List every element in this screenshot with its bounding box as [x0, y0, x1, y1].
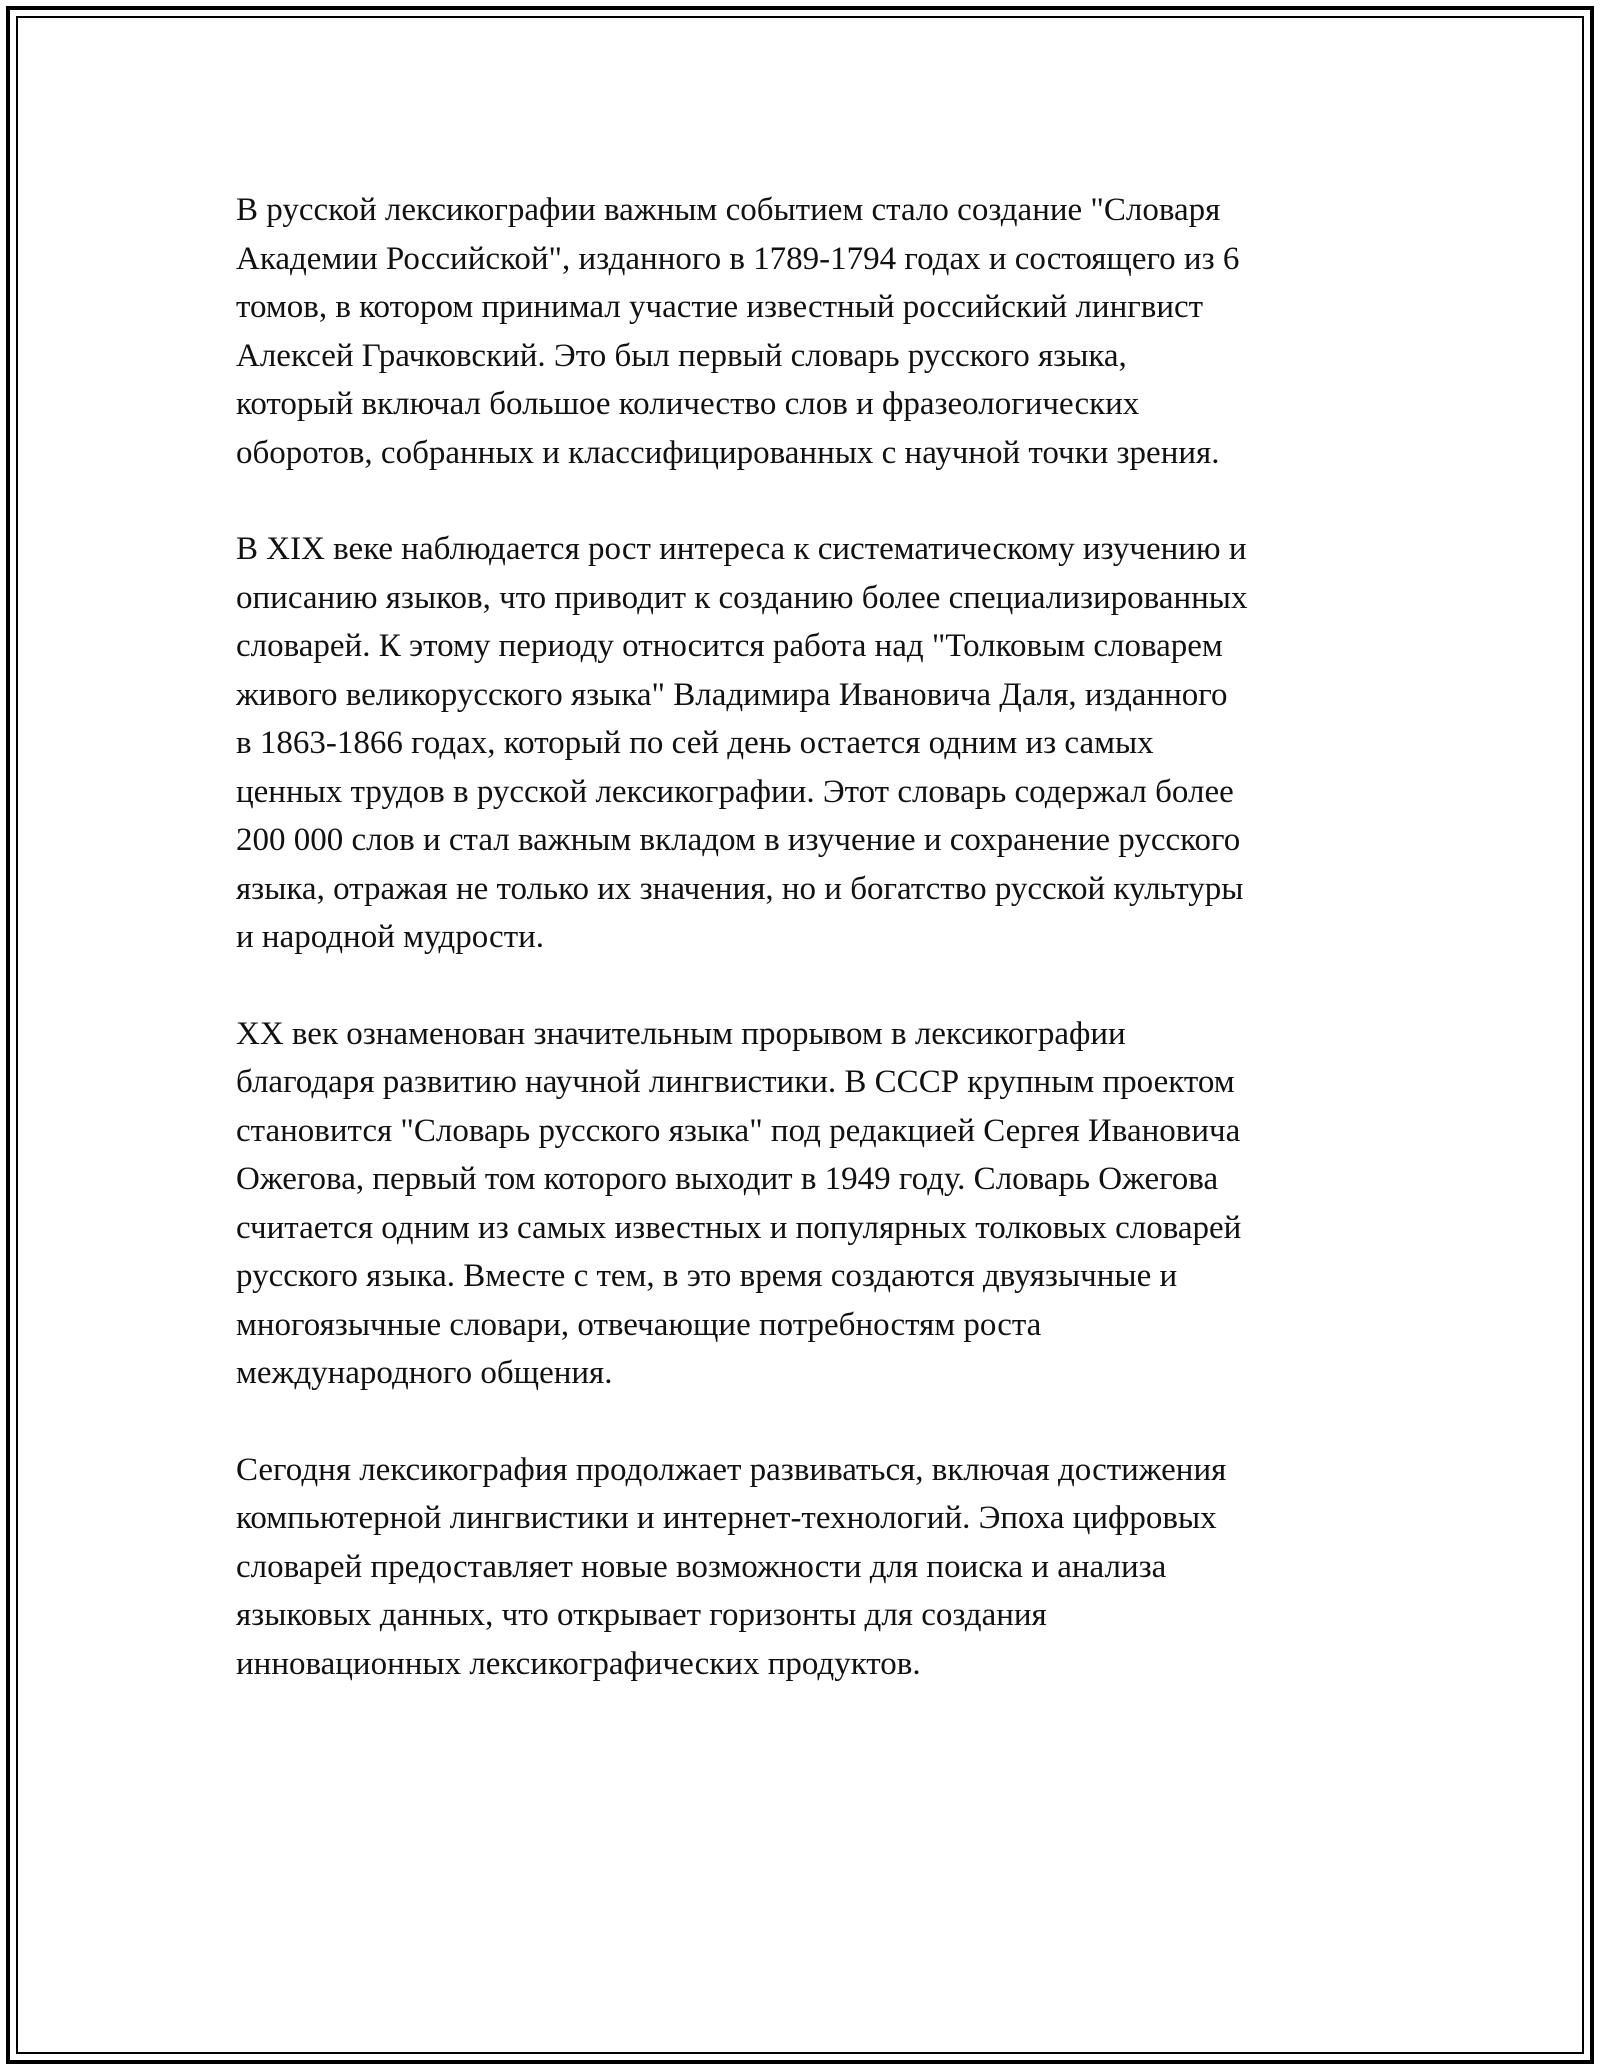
- text-line: живого великорусского языка" Владимира Ивановича Даля, изданного: [236, 676, 1228, 713]
- text-line: томов, в котором принимал участие известный российский лингвист: [236, 289, 1204, 325]
- text-line: инновационных лексикографических продуктов.: [236, 1645, 921, 1682]
- text-line: описанию языков, что приводит к созданию более специализированных: [236, 579, 1248, 616]
- text-line: становится "Словарь русского языка" под редакцией Сергея Ивановича: [236, 1112, 1241, 1149]
- text-line: оборотов, собранных и классифицированных с научной точки зрения.: [236, 434, 1220, 471]
- text-line: в 1863-1866 годах, который по сей день остается одним из самых: [236, 725, 1154, 761]
- text-line: языка, отражая не только их значения, но и богатство русской культуры: [236, 870, 1244, 907]
- paragraph-4: [236, 1446, 1372, 1689]
- text-line: Ожегова, первый том которого выходит в 1949 году. Словарь Ожегова: [236, 1161, 1219, 1197]
- paragraph-2: [236, 525, 1372, 962]
- text-line: Алексей Грачковский. Это был первый словарь русского языка,: [236, 337, 1127, 374]
- text-line: В XIX веке наблюдается рост интереса к систематическому изучению и: [236, 531, 1247, 567]
- text-line: русского языка. Вместе с тем, в это время создаются двуязычные и: [236, 1258, 1178, 1294]
- text-line: благодаря развитию научной лингвистики. В СССР крупным проектом: [236, 1064, 1235, 1100]
- text-line: и народной мудрости.: [236, 919, 545, 955]
- paragraph-1: [236, 186, 1372, 477]
- text-line: многоязычные словари, отвечающие потребностям роста: [236, 1306, 1042, 1343]
- text-line: словарей предоставляет новые возможности для поиска и анализа: [236, 1548, 1167, 1585]
- text-line: В русской лексикографии важным событием стало создание "Словаря: [236, 192, 1221, 228]
- text-line: компьютерной лингвистики и интернет-технологий. Эпоха цифровых: [236, 1500, 1217, 1536]
- text-line: словарей. К этому периоду относится работа над "Толковым словарем: [236, 628, 1223, 664]
- paragraph-3: [236, 1010, 1372, 1398]
- text-line: считается одним из самых известных и популярных толковых словарей: [236, 1209, 1242, 1246]
- text-line: XX век ознаменован значительным прорывом в лексикографии: [236, 1015, 1126, 1052]
- text-line: 200 000 слов и стал важным вкладом в изучение и сохранение русского: [236, 822, 1241, 858]
- text-line: который включал большое количество слов и фразеологических: [236, 386, 1140, 422]
- text-line: Сегодня лексикография продолжает развиваться, включая достижения: [236, 1451, 1227, 1488]
- document-body: [236, 186, 1372, 1736]
- text-line: языковых данных, что открывает горизонты для создания: [236, 1597, 1047, 1633]
- text-line: Академии Российской", изданного в 1789-1794 годах и состоящего из 6: [236, 240, 1240, 277]
- text-line: международного общения.: [236, 1355, 613, 1391]
- text-line: ценных трудов в русской лексикографии. Этот словарь содержал более: [236, 773, 1234, 810]
